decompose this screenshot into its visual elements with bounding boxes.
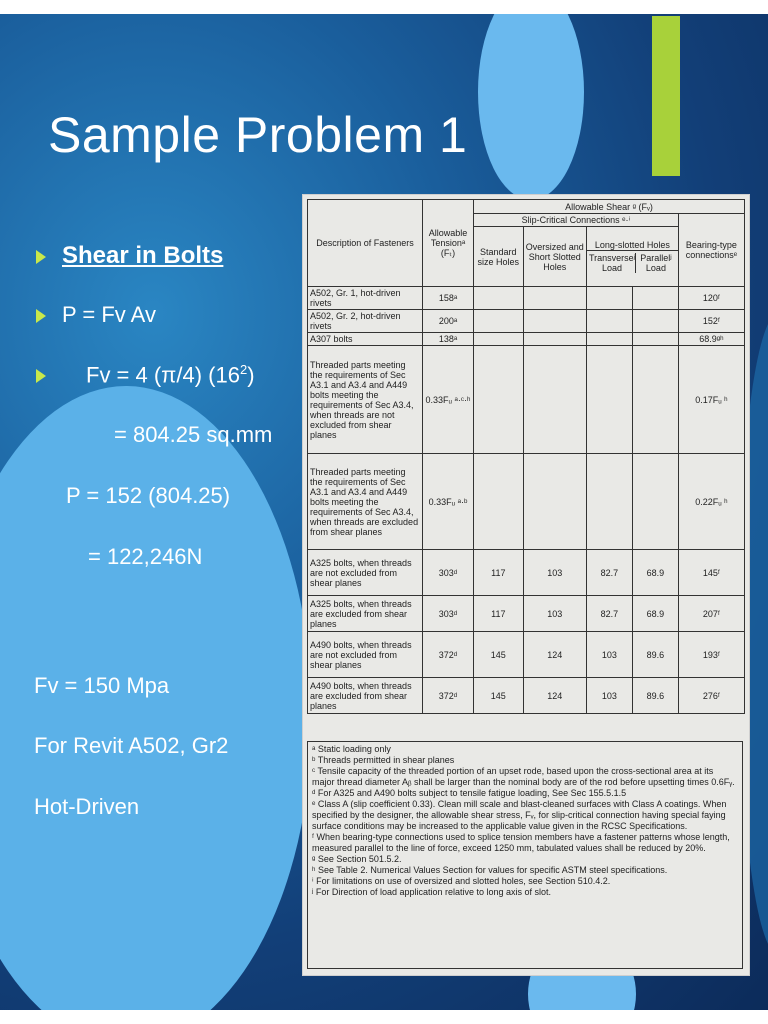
table-row [308,333,745,346]
row-bearing: 0.17Fᵤ ʰ [678,346,744,454]
allowable-stress-table [307,199,745,714]
accent-bar [652,16,680,176]
load-result: = 122,246N [88,544,203,569]
row-standard: 117 [474,550,524,596]
row-description: A307 bolts [308,333,423,346]
table-row [308,287,745,310]
row-bearing: 0.22Fᵤ ʰ [678,454,744,550]
table-row [308,550,745,596]
fv-calc-text: Fv = 4 (π/4) (16 [86,362,240,388]
row-oversized: 124 [523,632,586,678]
row-transverse: 82.7 [586,550,632,596]
header-standard: Standard size Holes [474,227,524,287]
bullet-formula: P = Fv Av [62,302,156,327]
footnote: ᵈ For A325 and A490 bolts subject to tensile fatigue loading, See Sec 155.5.1.5 [312,788,627,798]
header-parallel: Parallelʲ Load [640,252,672,273]
table-row [308,632,745,678]
row-tension: 0.33Fᵤ ᵃ·ᶜ·ʰ [423,346,474,454]
row-standard [474,454,524,550]
row-tension: 158ᵃ [423,287,474,310]
table-row [308,678,745,714]
fv-calc-exponent: 2 [239,362,248,377]
load-calc: P = 152 (804.25) [66,483,231,508]
row-description: Threaded parts meeting the requirements of Sec A3.1 and A3.4 and A449 bolts meeting the requirements of Sec A3.4, when threads are not excluded from shear planes [308,346,423,454]
header-slip-critical: Slip-Critical Connections ᵉ·ⁱ [474,214,679,227]
allowable-stress-table-image [302,194,750,976]
row-transverse: 82.7 [586,596,632,632]
header-long-slotted [586,227,678,287]
footnote: ᵉ Class A (slip coefficient 0.33). Clean mill scale and blast-cleaned surfaces with Class A coatings. When specified by the designer, the allowable shear stress, Fᵥ, for slip-critical connection having special faying surface conditions may be increased to the applicable value given in the RCSC Specifications. [312,799,727,831]
row-description: A502, Gr. 2, hot-driven rivets [308,310,423,333]
table-row [308,310,745,333]
row-tension: 200ᵃ [423,310,474,333]
note-hot-driven: Hot-Driven [34,794,140,819]
row-tension: 0.33Fᵤ ᵃ·ᵇ [423,454,474,550]
footnote: ᵇ Threads permitted in shear planes [312,755,455,765]
row-transverse: 103 [586,632,632,678]
row-transverse: 103 [586,678,632,714]
header-oversized: Oversized and Short Slotted Holes [523,227,586,287]
row-bearing: 193ᶠ [678,632,744,678]
note-fv: Fv = 150 Mpa [34,673,170,698]
row-oversized [523,310,586,333]
table-footnotes [307,741,743,969]
row-standard: 117 [474,596,524,632]
footnote: ⁱ For limitations on use of oversized and slotted holes, see Section 510.4.2. [312,876,611,886]
bullet-heading: Shear in Bolts [62,242,224,269]
row-bearing: 120ᶠ [678,287,744,310]
header-tension: Allowable Tensionᵃ (Fₜ) [423,200,474,287]
row-tension: 138ᵃ [423,333,474,346]
row-parallel: 68.9 [632,596,678,632]
row-oversized [523,346,586,454]
bullet-arrow-icon [36,369,46,383]
bullet-arrow-icon [36,309,46,323]
row-standard [474,346,524,454]
row-standard: 145 [474,678,524,714]
row-standard [474,333,524,346]
slide [0,14,768,1010]
row-transverse [586,287,632,310]
row-bearing: 152ᶠ [678,310,744,333]
row-tension: 372ᵈ [423,678,474,714]
area-result: = 804.25 sq.mm [114,422,273,447]
row-oversized: 103 [523,596,586,632]
header-description: Description of Fasteners [308,200,423,287]
header-long-slotted-label: Long-slotted Holes [587,240,678,251]
row-parallel [632,333,678,346]
row-parallel [632,454,678,550]
bullet-arrow-icon [36,250,46,264]
row-description: A490 bolts, when threads are excluded from shear planes [308,678,423,714]
row-tension: 303ᵈ [423,550,474,596]
row-standard [474,310,524,333]
row-tension: 372ᵈ [423,632,474,678]
footnote: ᶠ When bearing-type connections used to splice tension members have a fastener patterns whose length, measured parallel to the line of force, exceed 1250 mm, tabulated values shall be reduced by 20%. [312,832,730,853]
table-row [308,454,745,550]
row-standard [474,287,524,310]
row-transverse [586,346,632,454]
row-parallel: 68.9 [632,550,678,596]
row-description: A490 bolts, when threads are not excluded from shear planes [308,632,423,678]
row-transverse [586,333,632,346]
row-oversized [523,454,586,550]
row-parallel: 89.6 [632,678,678,714]
header-bearing: Bearing-type connectionsᵉ [678,214,744,287]
row-parallel [632,310,678,333]
footnote: ʲ For Direction of load application relative to long axis of slot. [312,887,552,897]
row-bearing: 207ᶠ [678,596,744,632]
bullet-fv-calc [86,362,255,388]
header-shear: Allowable Shear ᵍ (Fᵥ) [474,200,745,214]
table-row [308,596,745,632]
row-tension: 303ᵈ [423,596,474,632]
footnote: ᵍ See Section 501.5.2. [312,854,402,864]
row-description: A325 bolts, when threads are excluded from shear planes [308,596,423,632]
footnote: ʰ See Table 2. Numerical Values Section for values for specific ASTM steel specifications. [312,865,668,875]
table-row [308,346,745,454]
row-description: Threaded parts meeting the requirements of Sec A3.1 and A3.4 and A449 bolts meeting the requirements of Sec A3.4, when threads are excluded from shear planes [308,454,423,550]
fv-calc-close: ) [247,362,255,388]
row-transverse [586,310,632,333]
footnote: ᶜ Tensile capacity of the threaded portion of an upset rode, based upon the cross-sectional area at its major thread diameter Aᵦ shall be larger than the nominal body are of the rod before upsetting times 0.6Fᵧ. [312,766,735,787]
row-bearing: 68.9ᵍʰ [678,333,744,346]
row-standard: 145 [474,632,524,678]
row-parallel [632,287,678,310]
row-parallel [632,346,678,454]
row-description: A502, Gr. 1, hot-driven rivets [308,287,423,310]
header-transverse: Transverseʲ Load [588,252,636,273]
row-oversized [523,333,586,346]
note-revit: For Revit A502, Gr2 [34,733,229,758]
row-description: A325 bolts, when threads are not excluded from shear planes [308,550,423,596]
slide-title: Sample Problem 1 [48,107,468,163]
row-oversized: 103 [523,550,586,596]
row-parallel: 89.6 [632,632,678,678]
row-bearing: 276ᶠ [678,678,744,714]
row-bearing: 145ᶠ [678,550,744,596]
row-oversized [523,287,586,310]
row-oversized: 124 [523,678,586,714]
row-transverse [586,454,632,550]
decorative-circle-top [478,14,584,200]
footnote: ᵃ Static loading only [312,744,391,754]
